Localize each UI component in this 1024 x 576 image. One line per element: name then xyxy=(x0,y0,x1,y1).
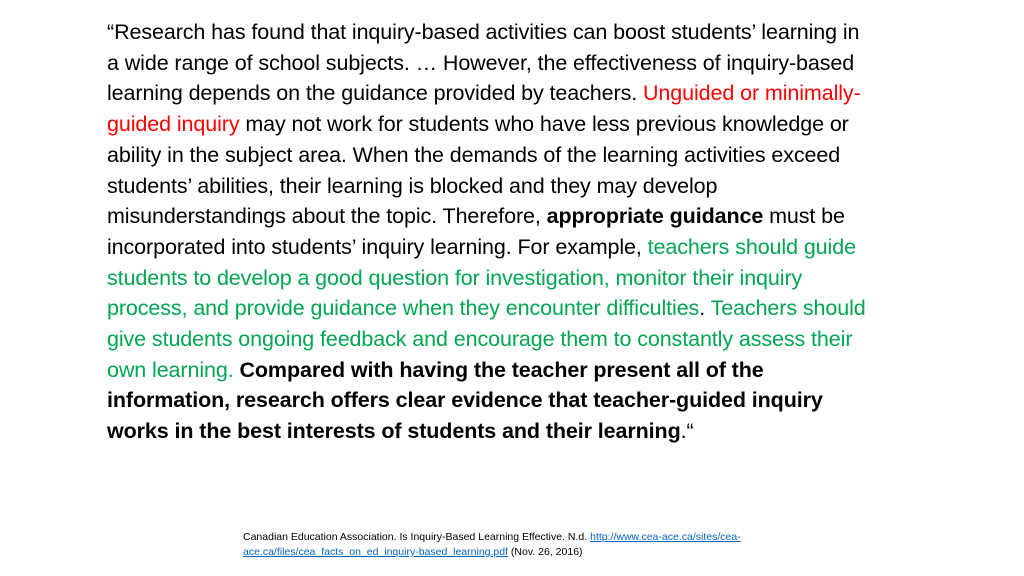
quote-close-mark: .“ xyxy=(680,419,694,444)
citation-text: Canadian Education Association. Is Inquiry-Based Learning Effective. N.d. xyxy=(243,531,591,543)
quote-bold-conclusion: Compared with having the teacher present all of the information, research offers clear evidence that teacher-guided inquiry works in the best interests of students and their learning xyxy=(107,357,823,444)
quote-text-part3: must be incorporated into students’ inquiry learning. For example, xyxy=(107,204,845,259)
quote-green-phrase-2: Teachers should give students ongoing feedback and encourage them to constantly assess their own learning. xyxy=(107,296,866,382)
citation-link[interactable]: http://www.cea-ace.ca/sites/cea-ace.ca/files/cea_facts_on_ed_inquiry-based_learning.pdf xyxy=(243,531,741,558)
quote-bold-phrase: appropriate guidance xyxy=(546,204,764,229)
quote-open-mark: “ xyxy=(107,20,115,44)
citation-date: (Nov. 26, 2016) xyxy=(508,546,583,558)
quote-text-part2: may not work for students who have less previous knowledge or ability in the subject area. When the demands of the learning activities exceed students’ abilities, their learning is blocked and they may develop misunderstandings about the topic. Therefore, xyxy=(107,112,849,229)
quote-period: . xyxy=(699,296,711,321)
quote-green-phrase-1: teachers should guide students to develop a good question for investigation, monitor their inquiry process, and provide guidance when they encounter difficulties xyxy=(107,234,856,321)
quote-red-phrase: Unguided or minimally-guided inquiry xyxy=(107,81,861,137)
quote-text-part1: Research has found that inquiry-based activities can boost students’ learning in a wide range of school subjects. … However, the effectiveness of inquiry-based learning depends on the guidance provided by teachers. xyxy=(107,20,860,106)
quote-paragraph xyxy=(107,17,867,447)
citation xyxy=(243,530,843,560)
